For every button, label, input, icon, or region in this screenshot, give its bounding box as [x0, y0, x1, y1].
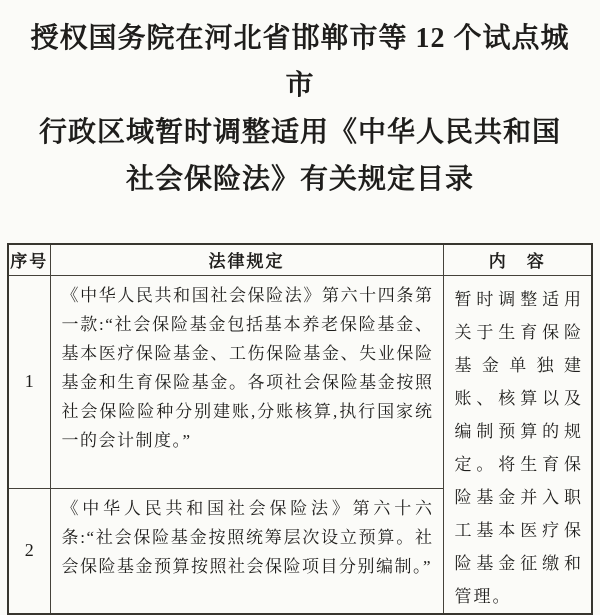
title-line-2: 行政区域暂时调整适用《中华人民共和国 — [38, 117, 561, 148]
title-line-1: 授权国务院在河北省邯郸市等 12 个试点城市 — [30, 23, 570, 101]
document-page — [0, 15, 600, 606]
column-header-provision: 法律规定 — [50, 244, 443, 275]
column-header-content: 内 容 — [443, 244, 592, 275]
content-cell: 暂时调整适用关于生育保险基金单独建账、核算以及编制预算的规定。将生育保险基金并入职工基本医疗保险基金征缴和管理。 — [443, 275, 592, 614]
document-title — [26, 15, 574, 203]
table-header-row — [8, 244, 592, 275]
row-index-cell: 2 — [8, 488, 50, 613]
row-index-cell: 1 — [8, 275, 50, 488]
provision-cell: 《中华人民共和国社会保险法》第六十六条:“社会保险基金按照统筹层次设立预算。社会保险基金预算按照社会保险项目分别编制。” — [50, 488, 443, 613]
provision-cell: 《中华人民共和国社会保险法》第六十四条第一款:“社会保险基金包括基本养老保险基金、基本医疗保险基金、工伤保险基金、失业保险基金和生育保险基金。各项社会保险基金按照社会保险险种分别建账,分账核算,执行国家统一的会计制度。” — [50, 275, 443, 488]
regulations-table — [7, 243, 593, 615]
table-row — [8, 275, 592, 488]
title-line-3: 社会保险法》有关规定目录 — [125, 164, 474, 195]
column-header-index: 序号 — [8, 244, 50, 275]
